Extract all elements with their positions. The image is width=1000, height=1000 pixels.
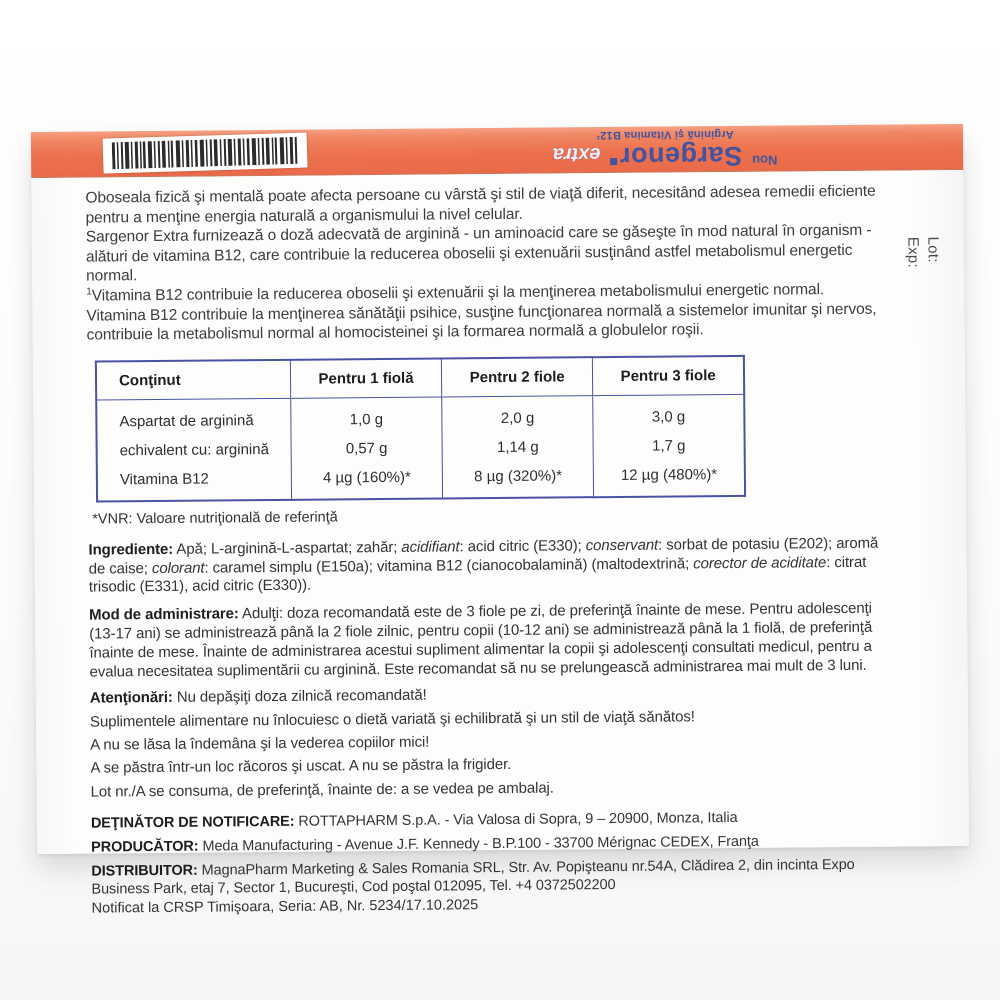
distributor: DISTRIBUITOR: MagnaPharm Marketing & Sales Romania SRL, Str. Av. Popişteanu nr.54A, Clădirea 2, din incinta Expo Business Park, etaj 7, Sector 1, Bucureşti, Cod poştal 012095, Tel. +4 0372502200: [91, 856, 855, 898]
row-label: echivalent cu: arginină: [119, 440, 269, 460]
cell-value: 4 µg (160%)*: [291, 462, 442, 499]
intro-paragraph-1: Oboseala fizică şi mentală poate afecta persoane cu vârstă şi stil de viaţă diferit, necesitând adesea remedii eficiente pentru a menţine energia naturală a organismului la nivel celular.: [85, 182, 876, 227]
brand-block-upside-down: [385, 124, 945, 175]
cell-value: 3,0 g: [593, 394, 745, 432]
product-box-back: [31, 124, 969, 917]
lot-exp-block: [902, 237, 942, 269]
lot-label: Lot:: [924, 236, 942, 263]
nou-badge: Nou: [752, 153, 778, 169]
cell-value: 1,14 g: [442, 432, 593, 462]
table-header-row: [96, 356, 744, 400]
barcode: [103, 133, 308, 174]
table-row: [96, 394, 744, 436]
col-header-2-vials: Pentru 2 fiole: [441, 357, 593, 397]
manufacturer-block: [91, 808, 886, 916]
intro-paragraph-3: $^1$Vitamina B12 contribuie la reducerea oboselii şi extenuării şi la menţinerea metabolismului energetic normal. Vitamina B12 contribuie la menţinerea sănătăţii psihice, susţine funcţionarea normală a sistemelor imunitar şi nervos, contribuie la metabolismul normal al homocisteinei şi la formarea normală a globulelor roşii.: [86, 281, 877, 344]
footnote-mark: 1: [86, 286, 92, 298]
top-flap-strip: [31, 124, 963, 178]
col-header-3-vials: Pentru 3 fiole: [593, 356, 745, 396]
warnings-section: Atenţionări: Nu depăşiţi doza zilnică recomandată!: [89, 686, 427, 707]
box-back-face: [31, 170, 969, 917]
producer: PRODUCĂTOR: Meda Manufacturing - Avenue J.F. Kennedy - B.P.100 - 33700 Mérignac CEDEX, Franţa: [91, 833, 759, 856]
ingredients-section: Ingrediente: Apă; L-arginină-L-aspartat; zahăr; acidifiant: acid citric (E330); conservant: sorbat de potasiu (E202); aromă de caise; colorant: caramel simplu (E150a); vitamina B12 (cianocobalamină) (maltodextrină; corector de aciditate: citrat trisodic (E331), acid citric (E330)).: [88, 534, 879, 596]
warning-line: A se păstra într-un loc răcoros şi uscat. A nu se păstra la frigider.: [90, 756, 512, 777]
exp-label: Exp:: [904, 236, 922, 269]
barcode-bars: [112, 137, 299, 170]
notification-holder: DEŢINĂTOR DE NOTIFICARE: ROTTAPHARM S.p.A. - Via Valosa di Sopra, 9 – 20900, Monza, Italia: [90, 810, 738, 832]
cell-value: 0,57 g: [291, 433, 442, 463]
cell-value: 2,0 g: [442, 395, 594, 433]
notification-number: Notificat la CRSP Timişoara, Seria: AB, Nr. 5234/17.10.2025: [91, 896, 479, 917]
cell-value: 1,7 g: [593, 431, 744, 461]
logo-mark: [611, 158, 618, 165]
brand-subtitle: Arginină şi Vitamina B12¹: [596, 128, 734, 142]
row-label: Vitamina B12: [119, 470, 209, 489]
col-header-content: Conţinut: [96, 360, 291, 400]
cell-value: 12 µg (480%)*: [594, 460, 746, 497]
vnr-footnote: *VNR: Valoare nutriţională de referinţă: [92, 509, 338, 528]
warning-line: A nu se lăsa la îndemâna şi la vederea copiilor mici!: [90, 733, 430, 754]
row-label: Aspartat de arginină: [119, 411, 254, 431]
administration-section: Mod de administrare: Adulţi: doza recomandată este de 3 fiole pe zi, de preferinţă înainte de mese. Pentru adolescenţi (13-17 ani) se administrează până la 2 fiole zilnic, pentru copii (10-12 ani) se administrează până la 1 fiolă, de preferinţă înainte de mese. Înainte de administrarea acestui supliment alimentar la copii şi adolescenţi consultati medicul, pentru a evalua necesitatea suplimentării cu arginină. Este recomandat să nu se prelungească administrarea mai mult de 3 luni.: [89, 599, 873, 681]
brand-logo-suffix: extra: [552, 143, 601, 167]
cell-value: 8 µg (320%)*: [442, 461, 593, 498]
intro-paragraph-2: Sargenor Extra furnizează o doză adecvată de arginină - un aminoacid care se găseşte în mod natural în organism - alături de vitamina B12, care contribuie la reducerea oboselii şi extenuării susţinând astfel metabolismul energetic normal.: [85, 221, 872, 285]
warning-line: Suplimentele alimentare nu înlocuiesc o dietă variată şi echilibrată şi un stil de viaţă sănătos!: [89, 707, 695, 731]
warning-line: Lot nr./A se consuma, de preferinţă, înainte de: a se vedea pe ambalaj.: [90, 779, 554, 801]
brand-row: [553, 142, 778, 171]
col-header-1-vial: Pentru 1 fiolă: [290, 358, 442, 398]
cell-value: 1,0 g: [291, 397, 443, 435]
brand-logo: Sargenor: [610, 142, 742, 170]
table-row: [97, 460, 745, 502]
printed-text: [31, 170, 969, 917]
nutrition-table: [95, 355, 746, 503]
intro-paragraphs: [85, 182, 880, 346]
